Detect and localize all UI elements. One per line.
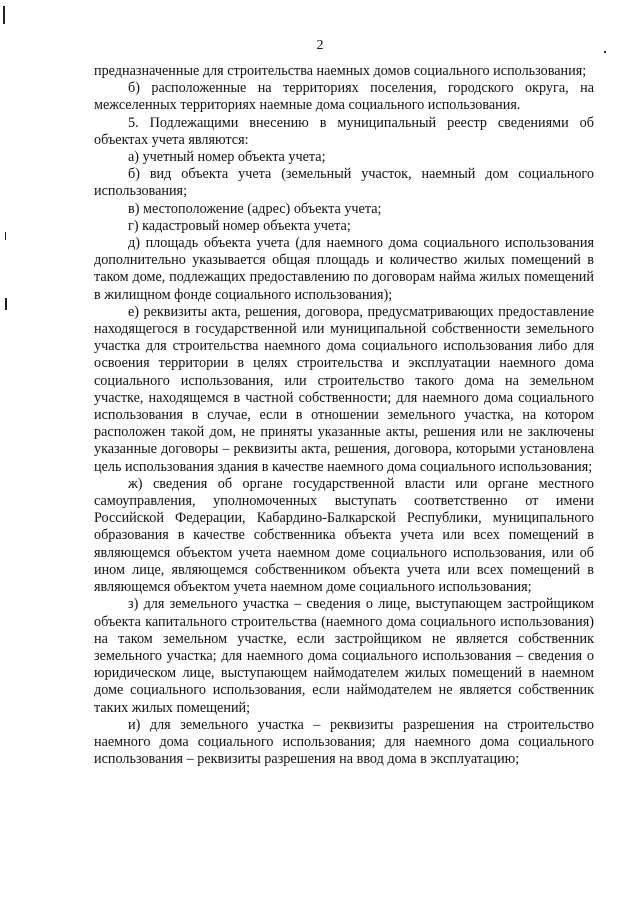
paragraph: з) для земельного участка – сведения о лице, выступающем застройщиком объекта капитального строительства (наемного дома социального использования) на таком земельном участке, если застройщиком не является собственник земельного участка; для наемного дома социального использования – сведения о юридическом лице, выступающем наймодателем жилых помещений в наемном доме социального использования, если наймодателем не является собственник таких жилых помещений;: [94, 596, 594, 716]
document-body: [94, 63, 594, 768]
page-number: 2: [316, 38, 324, 53]
paragraph: а) учетный номер объекта учета;: [128, 149, 326, 166]
scan-artifact-left-low: [5, 298, 7, 310]
paragraph: предназначенные для строительства наемных домов социального использования;: [94, 63, 587, 79]
scan-artifact-left-top: [3, 6, 5, 24]
paragraph: 5. Подлежащими внесению в муниципальный реестр сведениями об объектах учета являются:: [94, 114, 594, 148]
paragraph: б) вид объекта учета (земельный участок, наемный дом социального использования;: [94, 166, 594, 200]
scan-artifact-left-mid: [5, 232, 6, 240]
paragraph: б) расположенные на территориях поселения, городского округа, на межселенных территориях наемные дома социального использования.: [94, 80, 594, 114]
paragraph: е) реквизиты акта, решения, договора, предусматривающих предоставление находящегося в государственной или муниципальной собственности земельного участка для строительства наемного дома социального использования либо для освоения территории в целях строительства и эксплуатации наемного дома социального использования, или строительство такого дома на земельном участке, находящемся в частной собственности; для наемного дома социального использования в случае, если в отношении земельного участка, на котором расположен такой дом, не приняты указанные акты, решения или не заключены указанные договоры – реквизиты акта, решения, договора, которыми установлена цель использования здания в качестве наемного дома социального использования;: [94, 303, 594, 475]
paragraph: и) для земельного участка – реквизиты разрешения на строительство наемного дома социального использования; для наемного дома социального использования – реквизиты разрешения на ввод дома в эксплуатацию;: [94, 716, 594, 768]
paragraph: г) кадастровый номер объекта учета;: [128, 217, 351, 234]
paragraph: в) местоположение (адрес) объекта учета;: [128, 200, 382, 217]
paragraph: ж) сведения об органе государственной власти или органе местного самоуправления, уполномоченных выступать соответственно от имени Российской Федерации, Кабардино-Балкарской Республики, муниципального образования в качестве собственника объекта учета или всех помещений в являющемся объектом учета наемном доме социального использования, или об ином лице, являющемся собственником объекта учета или всех помещений в являющемся объектом учета наемном доме социального использования;: [94, 475, 594, 596]
paragraph: д) площадь объекта учета (для наемного дома социального использования дополнительно указывается общая площадь и количество жилых помещений в таком доме, подлежащих предоставлению по договорам найма жилых помещений в жилищном фонде социального использования);: [94, 235, 594, 303]
